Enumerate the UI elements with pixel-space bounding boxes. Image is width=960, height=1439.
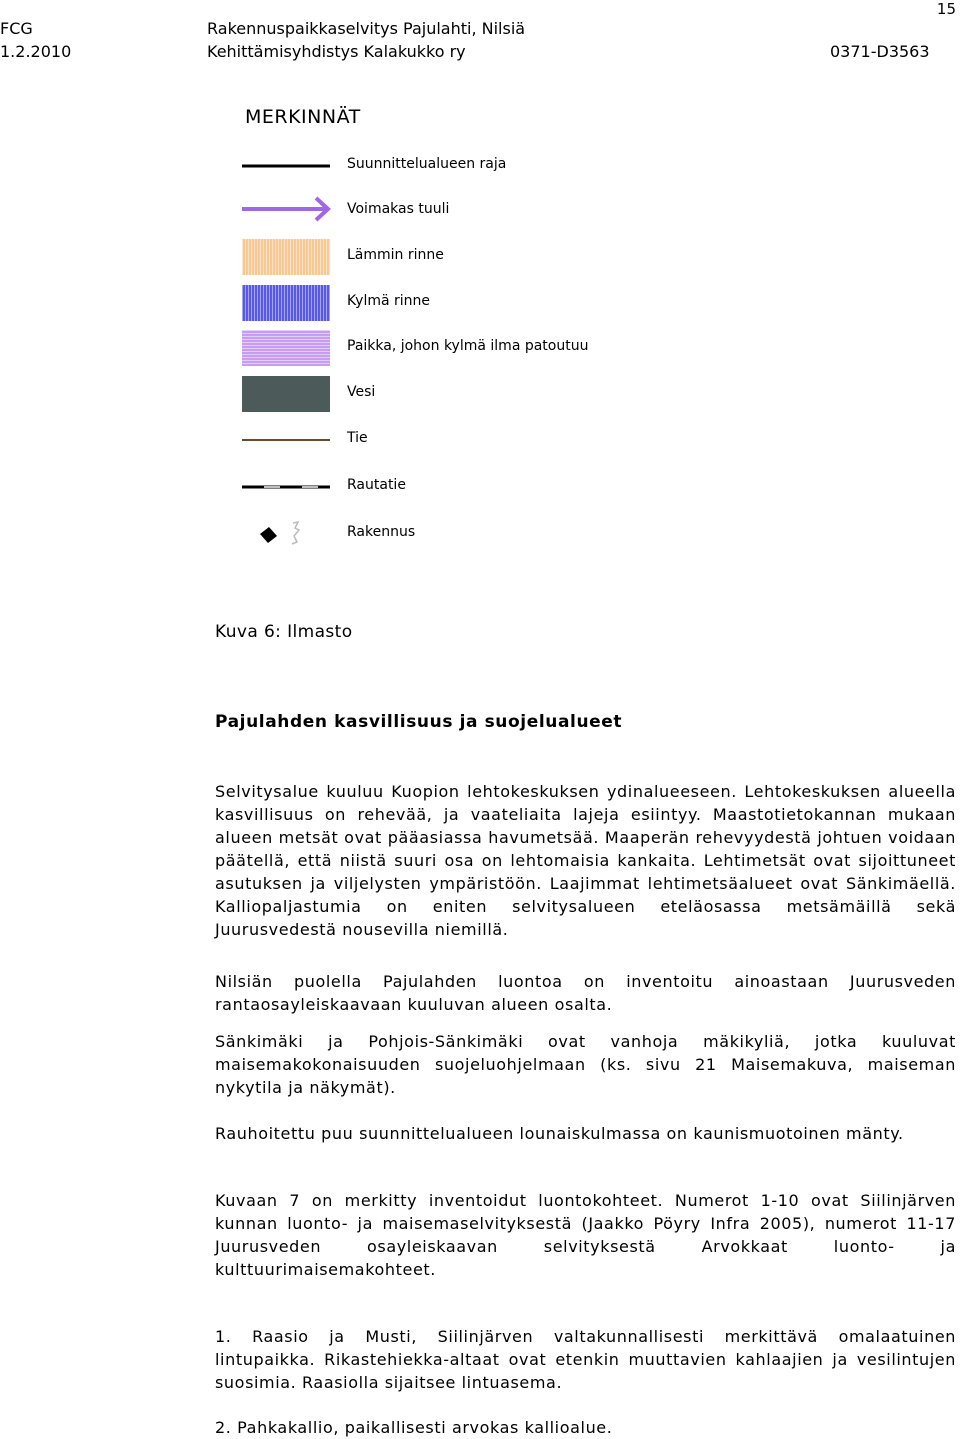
body-paragraph: Rauhoitettu puu suunnittelualueen lounaiskulmassa on kaunismuotoinen mänty.: [215, 1124, 904, 1143]
legend-label: Kylmä rinne: [347, 293, 431, 309]
legend-item: [240, 466, 640, 506]
wind-arrow-icon: [240, 189, 332, 229]
legend-item: [240, 189, 640, 229]
legend-item: [240, 374, 640, 414]
legend-title: MERKINNÄT: [245, 106, 361, 128]
legend-label: Paikka, johon kylmä ilma patoutuu: [347, 338, 589, 354]
legend-item: [240, 420, 640, 460]
body-paragraph: Nilsiän puolella Pajulahden luontoa on inventoitu ainoastaan Juurusveden rantaosayleiskaavaan kuuluvan alueen osalta.: [215, 972, 956, 1014]
legend-label: Tie: [347, 430, 368, 446]
section-heading: Pajulahden kasvillisuus ja suojelualueet: [215, 712, 623, 732]
legend-label: Lämmin rinne: [347, 247, 444, 263]
legend-label: Vesi: [347, 384, 376, 400]
warm-slope-hatch-icon: [240, 237, 332, 277]
header-code: 0371-D3563: [830, 42, 930, 61]
legend-item: [240, 145, 640, 185]
numbered-item: 2. Pahkakallio, paikallisesti arvokas kallioalue.: [215, 1418, 613, 1437]
legend-label: Rautatie: [347, 477, 406, 493]
figure-caption: Kuva 6: Ilmasto: [215, 622, 353, 642]
legend-item: [240, 283, 640, 323]
legend-item: [240, 514, 640, 554]
legend-label: Voimakas tuuli: [347, 201, 450, 217]
cold-air-pool-hatch-icon: [240, 328, 332, 368]
numbered-item: 1. Raasio ja Musti, Siilinjärven valtakunnallisesti merkittävä omalaatuinen lintupaikka. Rikastehiekka-altaat ovat etenkin muuttavien kahlaajien ja vesilintujen suosimia. Raasiolla sijaitsee lintuasema.: [215, 1327, 956, 1392]
road-line-icon: [240, 420, 332, 460]
body-paragraph: Kuvaan 7 on merkitty inventoidut luontokohteet. Numerot 1-10 ovat Siilinjärven kunnan luonto- ja maisemaselvityksestä (Jaakko Pöyry Infra 2005), numerot 11-17 Juurusveden osayleiskaavan selvityksestä Arvokkaat luonto- ja kulttuurimaisemakohteet.: [215, 1191, 956, 1279]
body-paragraph: Selvitysalue kuuluu Kuopion lehtokeskuksen ydinalueeseen. Lehtokeskuksen alueella kasvillisuus on rehevää, ja vaateliaita lajeja esiintyy. Maastotietokannan mukaan alueen metsät ovat pääasiassa havumetsää. Maaperän rehevyydestä johtuen voidaan päätellä, että niistä suuri osa on lehtomaisia kankaita. Lehtimetsät ovat sijoittuneet asutuksen ja viljelysten ympäristöön. Laajimmat lehtimetsäalueet ovat Sänkimäellä. Kalliopaljastumia on eniten selvitysalueen eteläosassa metsämäillä sekä Juurusvedestä nousevilla niemillä.: [215, 782, 956, 939]
legend-label: Rakennus: [347, 524, 416, 540]
building-icon: [240, 514, 332, 554]
page-number: 15: [936, 0, 956, 18]
header-org: FCG: [0, 19, 33, 38]
railway-line-icon: [240, 466, 332, 506]
header-title: Rakennuspaikkaselvitys Pajulahti, Nilsiä: [207, 19, 526, 38]
header-date: 1.2.2010: [0, 42, 72, 61]
cold-slope-hatch-icon: [240, 283, 332, 323]
header-client: Kehittämisyhdistys Kalakukko ry: [207, 42, 466, 61]
boundary-line-icon: [240, 145, 332, 185]
legend-item: [240, 328, 640, 368]
legend-item: [240, 237, 640, 277]
water-fill-icon: [240, 374, 332, 414]
body-paragraph: Sänkimäki ja Pohjois-Sänkimäki ovat vanhoja mäkikyliä, jotka kuuluvat maisemakokonaisuuden suojeluohjelmaan (ks. sivu 21 Maisemakuva, maiseman nykytila ja näkymät).: [215, 1032, 956, 1097]
legend-label: Suunnittelualueen raja: [347, 156, 507, 172]
